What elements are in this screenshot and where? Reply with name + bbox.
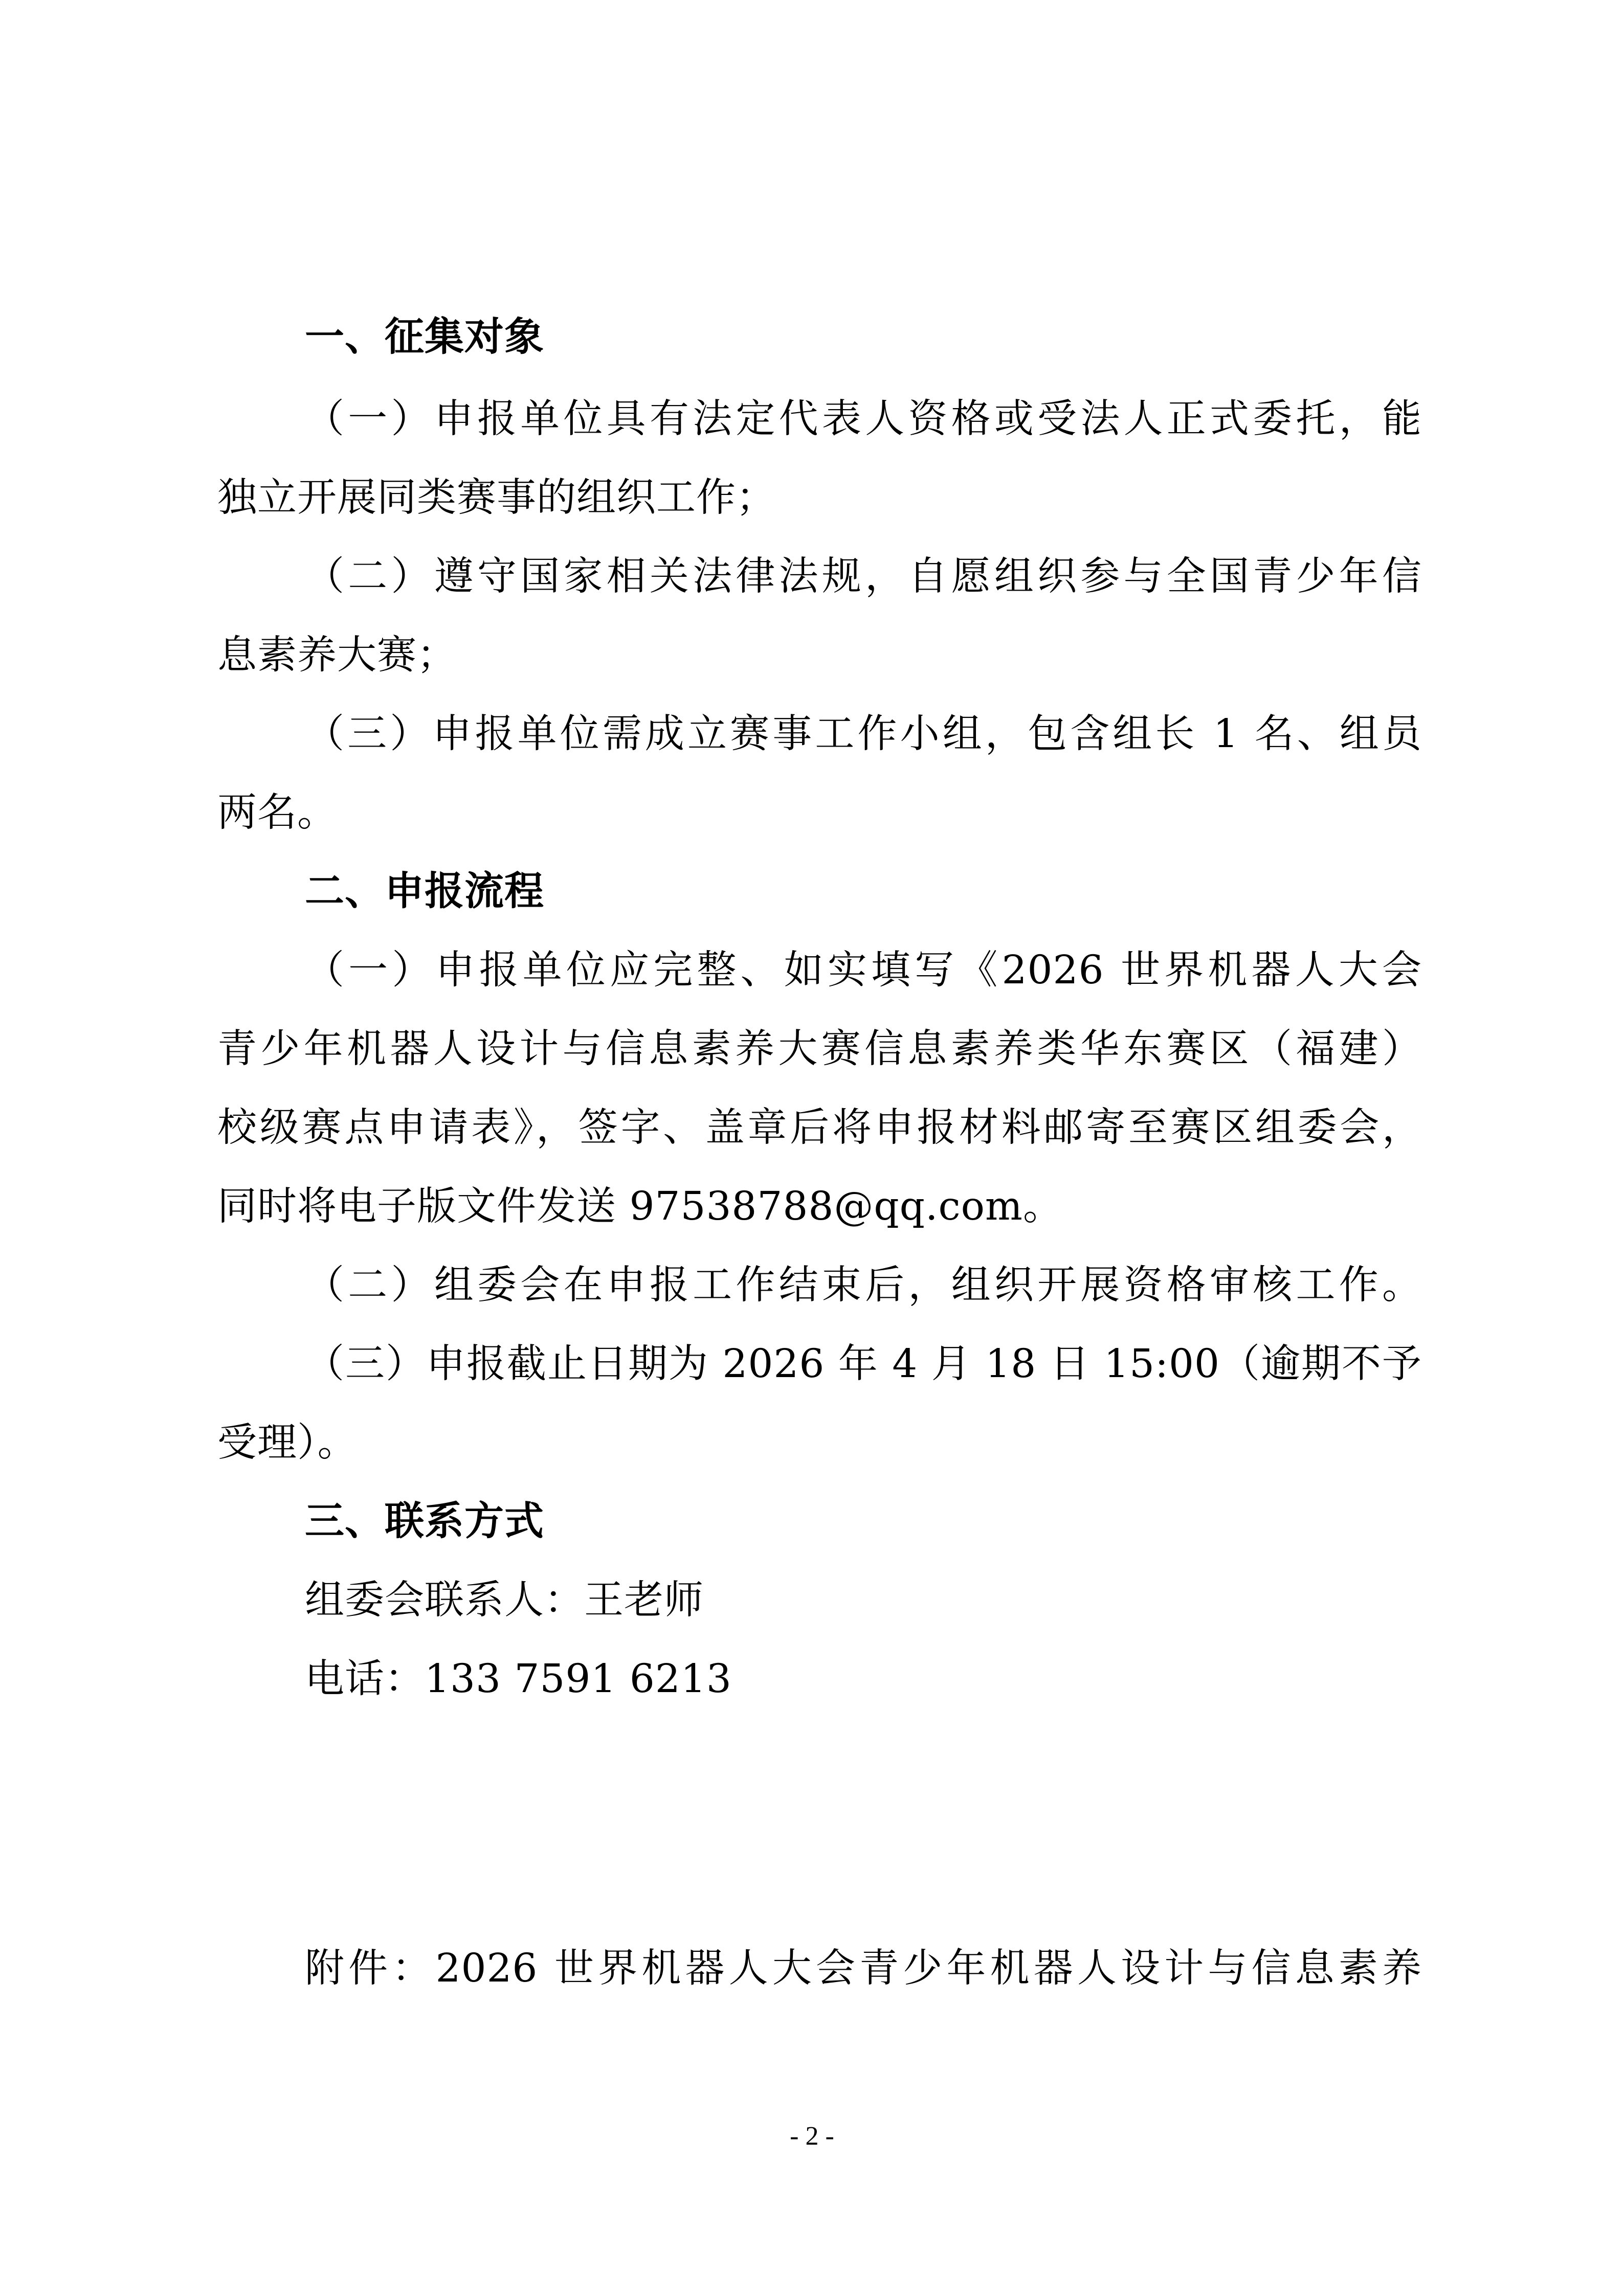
- section-heading-2: 二、申报流程: [305, 869, 544, 914]
- contact-person: 组委会联系人：王老师: [305, 1578, 704, 1623]
- section-heading-1: 一、征集对象: [305, 314, 544, 360]
- paragraph-2-1-line-3: 校级赛点申请表》，签字、盖章后将申报材料邮寄至赛区组委会，: [217, 1105, 1422, 1151]
- attachment-line: 附件：2026 世界机器人大会青少年机器人设计与信息素养: [305, 1946, 1422, 1991]
- page-number: - 2 -: [790, 2122, 834, 2151]
- paragraph-1-1-line-2: 独立开展同类赛事的组织工作；: [217, 475, 776, 521]
- paragraph-1-2-line-1: （二）遵守国家相关法律法规，自愿组织参与全国青少年信: [305, 554, 1422, 599]
- paragraph-2-1-line-1: （一）申报单位应完整、如实填写《2026 世界机器人大会: [305, 948, 1422, 993]
- paragraph-2-3-line-2: 受理）。: [217, 1420, 358, 1466]
- paragraph-1-3-line-2: 两名。: [217, 790, 337, 836]
- section-heading-3: 三、联系方式: [305, 1499, 544, 1544]
- paragraph-1-2-line-2: 息素养大赛；: [217, 633, 457, 678]
- contact-phone: 电话：133 7591 6213: [305, 1656, 732, 1702]
- paragraph-2-1-line-2: 青少年机器人设计与信息素养大赛信息素养类华东赛区（福建）: [217, 1026, 1422, 1072]
- paragraph-1-1-line-1: （一）申报单位具有法定代表人资格或受法人正式委托，能: [305, 396, 1422, 442]
- paragraph-2-2-line-1: （二）组委会在申报工作结束后，组织开展资格审核工作。: [305, 1263, 1422, 1308]
- paragraph-1-3-line-1: （三）申报单位需成立赛事工作小组，包含组长 1 名、组员: [305, 711, 1422, 757]
- paragraph-2-1-line-4: 同时将电子版文件发送 97538788@qq.com。: [217, 1184, 1063, 1229]
- paragraph-2-3-line-1: （三）申报截止日期为 2026 年 4 月 18 日 15:00（逾期不予: [305, 1341, 1422, 1387]
